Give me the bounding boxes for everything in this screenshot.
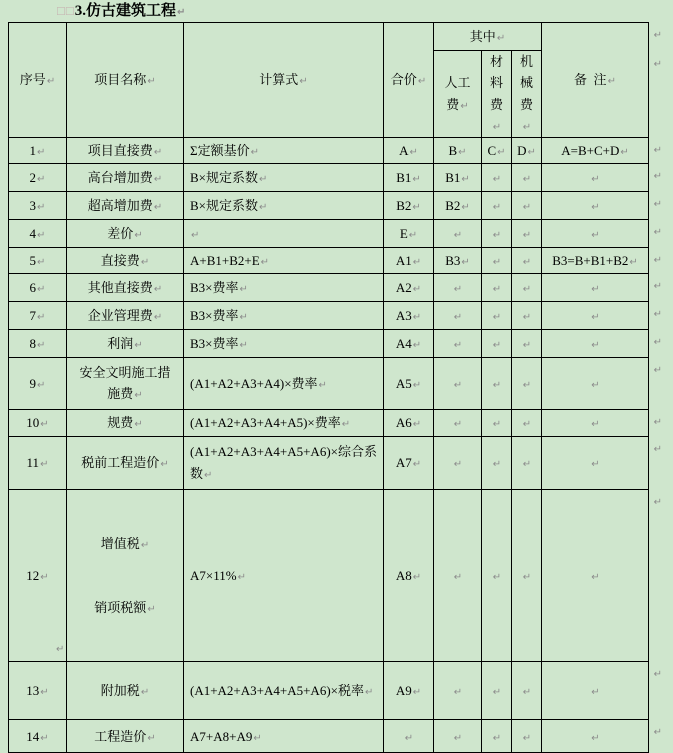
cell-machine <box>512 662 542 720</box>
table-row <box>9 137 649 163</box>
table-row <box>9 219 649 247</box>
table-row <box>9 301 649 329</box>
pilcrow-mark: ↵ <box>492 201 502 213</box>
cell-name: 规费↵ <box>67 409 184 436</box>
pilcrow-mark: ↵ <box>37 229 46 241</box>
cell-name: 税前工程造价↵ <box>67 436 184 489</box>
cell-formula: B3×费率↵ <box>184 273 384 301</box>
table-row <box>9 247 649 273</box>
pilcrow-mark: ↵ <box>37 146 46 158</box>
title-text: 3.仿古建筑工程 <box>74 3 176 19</box>
cell-remark: A=B+C+D↵ ↵ <box>542 137 649 163</box>
cell-total <box>384 720 434 753</box>
pilcrow-mark: ↵ <box>620 146 629 158</box>
cell-labor <box>434 273 482 301</box>
pilcrow-mark: ↵ <box>134 229 143 241</box>
cell-machine <box>512 247 542 273</box>
pilcrow-mark: ↵ <box>417 76 427 88</box>
pilcrow-mark: ↵ <box>253 732 262 744</box>
cell-total: B2↵ <box>384 191 434 219</box>
pilcrow-mark: ↵ <box>453 283 463 295</box>
cell-material <box>482 662 512 720</box>
table-row <box>9 720 649 753</box>
cell-total: A↵ <box>384 137 434 163</box>
pilcrow-mark: ↵ <box>46 76 56 88</box>
pilcrow-mark: ↵ <box>412 379 422 391</box>
cell-formula: (A1+A2+A3+A4)×费率↵ <box>184 357 384 409</box>
cell-formula: B×规定系数↵ <box>184 191 384 219</box>
table-row <box>9 409 649 436</box>
cell-material <box>482 720 512 753</box>
pilcrow-mark: ↵ <box>522 379 532 391</box>
pilcrow-mark: ↵ <box>37 173 46 185</box>
col-header-among: 其中↵ <box>434 23 542 51</box>
cell-labor: B↵ <box>434 137 482 163</box>
cell-total: A9↵ <box>384 662 434 720</box>
cell-machine <box>512 409 542 436</box>
cell-total: A1↵ <box>384 247 434 273</box>
cell-machine <box>512 219 542 247</box>
pilcrow-mark: ↵ <box>341 419 351 431</box>
pilcrow-mark: ↵ <box>497 146 506 158</box>
pilcrow-mark: ↵ <box>299 76 308 88</box>
cell-labor <box>434 409 482 436</box>
cell-formula: A7+A8+A9↵ <box>184 720 384 753</box>
pilcrow-mark: ↵ <box>522 571 532 583</box>
pilcrow-mark: ↵ <box>492 122 502 134</box>
cell-material <box>482 436 512 489</box>
pilcrow-mark: ↵ <box>492 229 502 241</box>
col-header-material: 材料费↵ <box>482 51 512 138</box>
row-end-mark: ↵ <box>653 336 662 348</box>
cell-machine <box>512 301 542 329</box>
table-row <box>9 357 649 409</box>
pilcrow-mark: ↵ <box>40 687 49 699</box>
pilcrow-mark: ↵ <box>522 419 532 431</box>
pilcrow-mark: ↵ <box>492 311 502 323</box>
cell-material <box>482 219 512 247</box>
pilcrow-mark: ↵ <box>153 201 163 213</box>
cell-remark <box>542 329 662 357</box>
pilcrow-mark: ↵ <box>492 256 502 268</box>
pilcrow-mark: ↵ <box>140 687 150 699</box>
cell-total: A7↵ <box>384 436 434 489</box>
col-header-name: 项目名称↵ <box>67 23 184 138</box>
cell-seq: 14↵ <box>9 720 67 753</box>
pilcrow-mark: ↵ <box>37 201 46 213</box>
pilcrow-mark: ↵ <box>40 459 49 471</box>
pilcrow-mark: ↵ <box>522 256 532 268</box>
pilcrow-mark: ↵ <box>591 311 600 323</box>
pilcrow-mark: ↵ <box>134 390 143 402</box>
cell-material <box>482 273 512 301</box>
cell-machine <box>512 273 542 301</box>
cell-labor: B3↵ <box>434 247 482 273</box>
cell-remark <box>542 720 662 753</box>
table-row <box>9 191 649 219</box>
pilcrow-mark: ↵ <box>412 173 421 185</box>
cell-material <box>482 301 512 329</box>
document-title <box>57 2 185 22</box>
pilcrow-mark: ↵ <box>412 311 422 323</box>
pilcrow-mark: ↵ <box>176 7 186 18</box>
cell-total: A5↵ <box>384 357 434 409</box>
cell-seq: 13↵ <box>9 662 67 720</box>
pilcrow-mark: ↵ <box>453 687 463 699</box>
cell-material <box>482 409 512 436</box>
pilcrow-mark: ↵ <box>404 732 414 744</box>
row-end-mark: ↵ <box>653 280 662 292</box>
cell-name: 差价↵ <box>67 219 184 247</box>
cell-total: B1↵ <box>384 163 434 191</box>
cell-seq: 6↵ <box>9 273 67 301</box>
cell-total: A8↵ <box>384 489 434 662</box>
pilcrow-mark: ↵ <box>153 283 163 295</box>
pilcrow-mark: ↵ <box>522 311 532 323</box>
cell-total: A6↵ <box>384 409 434 436</box>
cell-remark <box>542 219 662 247</box>
pilcrow-mark: ↵ <box>40 732 49 744</box>
cell-name: 工程造价↵ <box>67 720 184 753</box>
col-header-seq: 序号↵ <box>9 23 67 138</box>
pilcrow-mark: ↵ <box>153 173 163 185</box>
cell-name: 安全文明施工措施费↵ <box>67 357 184 409</box>
pilcrow-mark: ↵ <box>412 687 422 699</box>
pilcrow-mark: ↵ <box>629 256 638 268</box>
cell-seq: 4↵ <box>9 219 67 247</box>
cell-remark <box>542 301 662 329</box>
cell-remark <box>542 191 662 219</box>
cell-formula <box>184 219 384 247</box>
pilcrow-mark: ↵ <box>37 379 46 391</box>
cell-seq: 11↵ <box>9 436 67 489</box>
pilcrow-mark: ↵ <box>453 311 463 323</box>
cell-machine <box>512 191 542 219</box>
cell-name: 利润↵ <box>67 329 184 357</box>
pilcrow-mark: ↵ <box>239 283 248 295</box>
col-header-remark: 备 注↵ ↵ ↵ <box>542 23 649 138</box>
cell-formula: (A1+A2+A3+A4+A5+A6)×税率↵ <box>184 662 384 720</box>
cell-formula: B3×费率↵ <box>184 301 384 329</box>
pilcrow-mark: ↵ <box>522 173 532 185</box>
row-end-mark: ↵ <box>653 416 662 428</box>
cell-formula: (A1+A2+A3+A4+A5+A6)×综合系数↵ <box>184 436 384 489</box>
pilcrow-mark: ↵ <box>453 229 463 241</box>
cell-labor <box>434 329 482 357</box>
cell-labor <box>434 720 482 753</box>
pilcrow-mark: ↵ <box>160 459 169 471</box>
cell-material <box>482 357 512 409</box>
cell-name: 高台增加费↵ <box>67 163 184 191</box>
cell-seq: 9↵ <box>9 357 67 409</box>
cell-seq: 1↵ <box>9 137 67 163</box>
cell-seq: 5↵ <box>9 247 67 273</box>
cell-labor: B2↵ <box>434 191 482 219</box>
pilcrow-mark: ↵ <box>453 379 463 391</box>
cell-material <box>482 163 512 191</box>
row-end-mark: ↵ <box>653 59 662 70</box>
pilcrow-mark: ↵ <box>453 419 463 431</box>
cell-name: 直接费↵ <box>67 247 184 273</box>
cell-remark <box>542 357 662 409</box>
cell-seq: 2↵ <box>9 163 67 191</box>
pilcrow-mark: ↵ <box>37 311 46 323</box>
pilcrow-mark: ↵ <box>591 229 600 241</box>
row-end-mark: ↵ <box>653 496 662 508</box>
pilcrow-mark: ↵ <box>364 687 374 699</box>
pilcrow-mark: ↵ <box>259 173 268 185</box>
pilcrow-mark: ↵ <box>259 201 268 213</box>
pilcrow-mark: ↵ <box>204 469 213 481</box>
cell-total: E↵ <box>384 219 434 247</box>
row-end-mark: ↵ <box>653 669 662 681</box>
cell-formula: A7×11%↵ <box>184 489 384 662</box>
pilcrow-mark: ↵ <box>453 732 463 744</box>
pilcrow-mark: ↵ <box>461 173 470 185</box>
cell-name: 其他直接费↵ <box>67 273 184 301</box>
cell-name: 企业管理费↵ <box>67 301 184 329</box>
pilcrow-mark: ↵ <box>453 339 463 351</box>
table-row <box>9 489 649 662</box>
pilcrow-mark: ↵ <box>458 146 467 158</box>
row-end-mark: ↵ <box>653 254 662 266</box>
pilcrow-mark: ↵ <box>492 732 502 744</box>
cell-remark <box>542 273 662 301</box>
cell-material <box>482 247 512 273</box>
pilcrow-mark: ↵ <box>453 571 463 583</box>
cell-name: 超高增加费↵ <box>67 191 184 219</box>
pilcrow-mark: ↵ <box>412 339 422 351</box>
row-end-mark: ↵ <box>653 30 662 41</box>
pilcrow-mark: ↵ <box>492 687 502 699</box>
col-header-formula: 计算式↵ <box>184 23 384 138</box>
cell-remark <box>542 409 662 436</box>
pilcrow-mark: ↵ <box>522 229 532 241</box>
cell-machine: D↵ <box>512 137 542 163</box>
pilcrow-mark: ↵ <box>153 146 163 158</box>
pilcrow-mark: ↵ <box>591 687 600 699</box>
pilcrow-mark: ↵ <box>140 539 150 551</box>
pilcrow-mark: ↵ <box>522 459 532 471</box>
cell-remark <box>542 489 662 662</box>
cell-formula: A+B1+B2+E↵ <box>184 247 384 273</box>
cell-seq: 12↵ <box>9 489 67 662</box>
table-row <box>9 163 649 191</box>
cell-labor <box>434 219 482 247</box>
pilcrow-mark: ↵ <box>591 732 600 744</box>
pilcrow-mark: ↵ <box>140 256 150 268</box>
fullwidth-space-marks: □□ <box>57 3 75 18</box>
pilcrow-mark: ↵ <box>134 419 143 431</box>
cell-labor <box>434 357 482 409</box>
row-end-mark: ↵ <box>653 364 662 376</box>
cell-name: 增值税↵ 销项税额↵ <box>67 489 184 662</box>
pilcrow-mark: ↵ <box>412 459 422 471</box>
pilcrow-mark: ↵ <box>492 173 502 185</box>
pilcrow-mark: ↵ <box>412 571 422 583</box>
pilcrow-mark: ↵ <box>492 283 502 295</box>
cell-formula: B3×费率↵ <box>184 329 384 357</box>
pilcrow-mark: ↵ <box>591 379 600 391</box>
col-header-labor: 人工费↵ <box>434 51 482 138</box>
pilcrow-mark: ↵ <box>591 201 600 213</box>
pilcrow-mark: ↵ <box>591 571 600 583</box>
pilcrow-mark: ↵ <box>591 283 600 295</box>
row-end-mark: ↵ <box>653 170 662 182</box>
pilcrow-mark: ↵ <box>461 201 470 213</box>
col-header-machine: 机械费↵ <box>512 51 542 138</box>
pilcrow-mark: ↵ <box>412 256 422 268</box>
pilcrow-mark: ↵ <box>40 571 49 583</box>
cell-seq: 8↵ <box>9 329 67 357</box>
pilcrow-mark: ↵ <box>318 379 327 391</box>
table-row <box>9 273 649 301</box>
pilcrow-mark: ↵ <box>607 76 616 88</box>
cell-remark <box>542 163 662 191</box>
cell-total: A4↵ <box>384 329 434 357</box>
cell-material <box>482 329 512 357</box>
row-end-mark: ↵ <box>653 443 662 455</box>
pilcrow-mark: ↵ <box>412 201 421 213</box>
pilcrow-mark: ↵ <box>147 604 156 616</box>
pilcrow-mark: ↵ <box>412 283 422 295</box>
cell-total: A2↵ <box>384 273 434 301</box>
cell-machine <box>512 436 542 489</box>
end-paragraph-mark: ↵ <box>56 644 65 655</box>
cell-remark <box>542 662 662 720</box>
pilcrow-mark: ↵ <box>492 419 502 431</box>
cell-machine <box>512 329 542 357</box>
pilcrow-mark: ↵ <box>260 256 270 268</box>
pilcrow-mark: ↵ <box>591 339 600 351</box>
cell-labor <box>434 489 482 662</box>
cell-seq: 7↵ <box>9 301 67 329</box>
pilcrow-mark: ↵ <box>522 339 532 351</box>
pilcrow-mark: ↵ <box>250 146 259 158</box>
pilcrow-mark: ↵ <box>461 256 470 268</box>
table-row <box>9 329 649 357</box>
cell-formula: B×规定系数↵ <box>184 163 384 191</box>
pilcrow-mark: ↵ <box>591 173 600 185</box>
cell-formula: Σ定额基价↵ <box>184 137 384 163</box>
pilcrow-mark: ↵ <box>492 379 502 391</box>
pilcrow-mark: ↵ <box>147 76 156 88</box>
pilcrow-mark: ↵ <box>492 459 502 471</box>
cell-labor <box>434 662 482 720</box>
pilcrow-mark: ↵ <box>453 459 463 471</box>
pilcrow-mark: ↵ <box>412 419 422 431</box>
cell-total: A3↵ <box>384 301 434 329</box>
pilcrow-mark: ↵ <box>37 339 46 351</box>
cost-calculation-table <box>8 22 662 753</box>
pilcrow-mark: ↵ <box>37 256 46 268</box>
cell-machine <box>512 489 542 662</box>
cell-material: C↵ <box>482 137 512 163</box>
row-end-mark: ↵ <box>653 308 662 320</box>
pilcrow-mark: ↵ <box>527 146 536 158</box>
cell-material <box>482 191 512 219</box>
pilcrow-mark: ↵ <box>37 283 46 295</box>
table-row <box>9 436 649 489</box>
pilcrow-mark: ↵ <box>496 32 506 44</box>
col-header-total: 合价↵ <box>384 23 434 138</box>
pilcrow-mark: ↵ <box>239 339 248 351</box>
pilcrow-mark: ↵ <box>492 339 502 351</box>
cell-machine <box>512 163 542 191</box>
pilcrow-mark: ↵ <box>147 732 156 744</box>
pilcrow-mark: ↵ <box>522 122 532 134</box>
cell-labor <box>434 436 482 489</box>
cell-name: 项目直接费↵ <box>67 137 184 163</box>
cell-labor <box>434 301 482 329</box>
pilcrow-mark: ↵ <box>460 100 469 112</box>
header-row-top <box>9 23 649 51</box>
pilcrow-mark: ↵ <box>134 339 143 351</box>
cell-material <box>482 489 512 662</box>
pilcrow-mark: ↵ <box>522 732 532 744</box>
pilcrow-mark: ↵ <box>492 571 502 583</box>
pilcrow-mark: ↵ <box>408 229 418 241</box>
table-row <box>9 662 649 720</box>
cell-machine <box>512 720 542 753</box>
pilcrow-mark: ↵ <box>522 283 532 295</box>
pilcrow-mark: ↵ <box>522 201 532 213</box>
cell-seq: 3↵ <box>9 191 67 219</box>
pilcrow-mark: ↵ <box>591 419 600 431</box>
pilcrow-mark: ↵ <box>591 459 600 471</box>
cell-labor: B1↵ <box>434 163 482 191</box>
cell-name: 附加税↵ <box>67 662 184 720</box>
row-end-mark: ↵ <box>653 198 662 210</box>
pilcrow-mark: ↵ <box>522 687 532 699</box>
pilcrow-mark: ↵ <box>153 311 163 323</box>
pilcrow-mark: ↵ <box>40 419 49 431</box>
cell-machine <box>512 357 542 409</box>
cell-remark <box>542 436 662 489</box>
cell-formula: (A1+A2+A3+A4+A5)×费率↵ <box>184 409 384 436</box>
row-end-mark: ↵ <box>653 226 662 238</box>
row-end-mark: ↵ <box>653 144 662 156</box>
pilcrow-mark: ↵ <box>409 146 418 158</box>
pilcrow-mark: ↵ <box>237 571 246 583</box>
cell-seq: 10↵ <box>9 409 67 436</box>
pilcrow-mark: ↵ <box>239 311 248 323</box>
cell-remark: B3=B+B1+B2↵ ↵ <box>542 247 649 273</box>
pilcrow-mark: ↵ <box>191 229 200 241</box>
row-end-mark: ↵ <box>653 727 662 739</box>
